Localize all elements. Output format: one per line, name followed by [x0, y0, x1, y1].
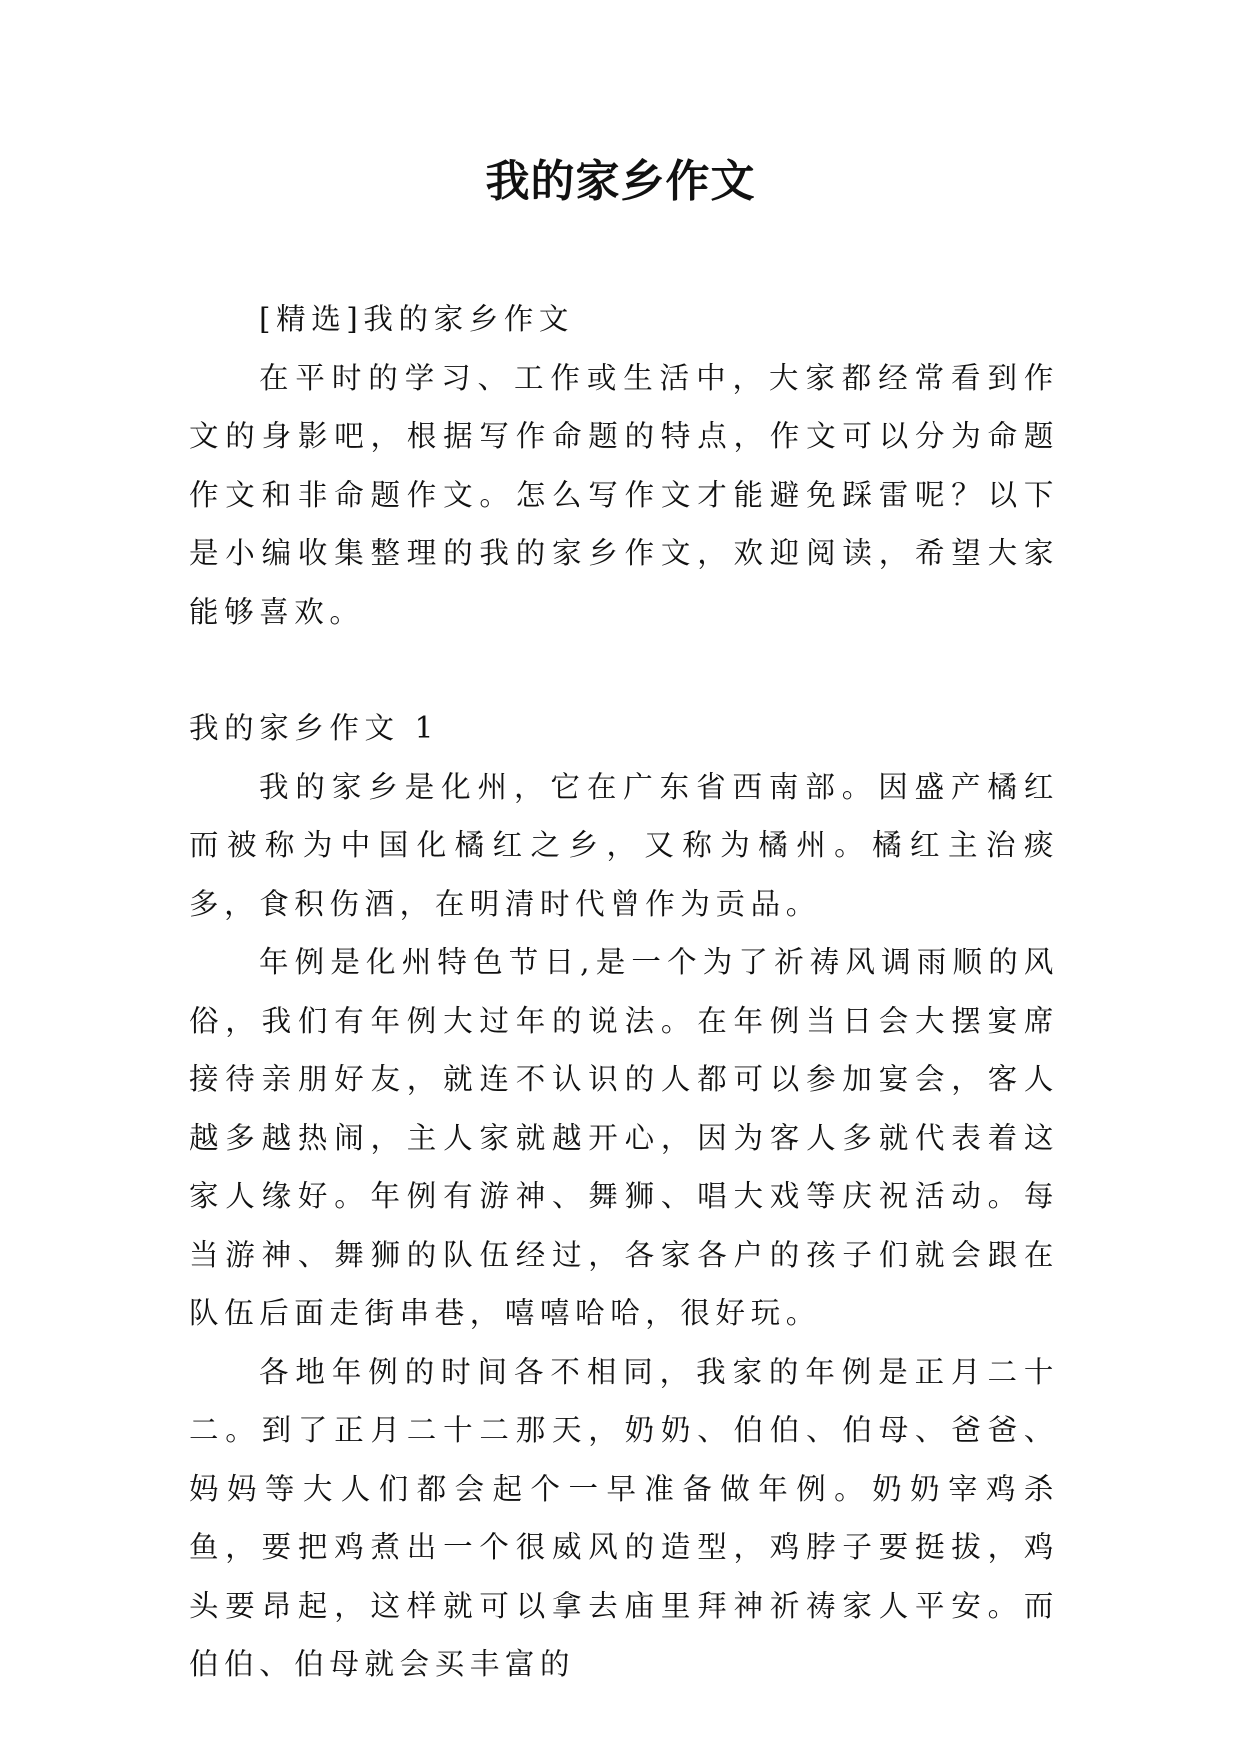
body-paragraph-1: 我的家乡是化州，它在广东省西南部。因盛产橘红而被称为中国化橘红之乡，又称为橘州。橘红主治痰多，食积伤酒，在明清时代曾作为贡品。 [189, 769, 1059, 921]
intro-paragraph: 在平时的学习、工作或生活中，大家都经常看到作文的身影吧，根据写作命题的特点，作文可以分为命题作文和非命题作文。怎么写作文才能避免踩雷呢？以下是小编收集整理的我的家乡作文，欢迎阅读，希望大家能够喜欢。 [189, 360, 1059, 629]
body-paragraph-2: 年例是化州特色节日,是一个为了祈祷风调雨顺的风俗，我们有年例大过年的说法。在年例当日会大摆宴席接待亲朋好友，就连不认识的人都可以参加宴会，客人越多越热闹，主人家就越开心，因为客人多就代表着这家人缘好。年例有游神、舞狮、唱大戏等庆祝活动。每当游神、舞狮的队伍经过，各家各户的孩子们就会跟在队伍后面走街串巷，嘻嘻哈哈，很好玩。 [189, 945, 1059, 1330]
body-paragraph-3: 各地年例的时间各不相同，我家的年例是正月二十二。到了正月二十二那天，奶奶、伯伯、伯母、爸爸、妈妈等大人们都会起个一早准备做年例。奶奶宰鸡杀鱼，要把鸡煮出一个很威风的造型，鸡脖子要挺拔，鸡头要昂起，这样就可以拿去庙里拜神祈祷家人平安。而伯伯、伯母就会买丰富的 [189, 1354, 1059, 1681]
document-title: 我的家乡作文 [485, 156, 756, 207]
section-heading: 我的家乡作文 1 [189, 711, 439, 745]
paragraph-spacer [189, 641, 1059, 699]
document-body [189, 290, 1059, 1694]
subtitle-line: [精选]我的家乡作文 [259, 302, 575, 336]
